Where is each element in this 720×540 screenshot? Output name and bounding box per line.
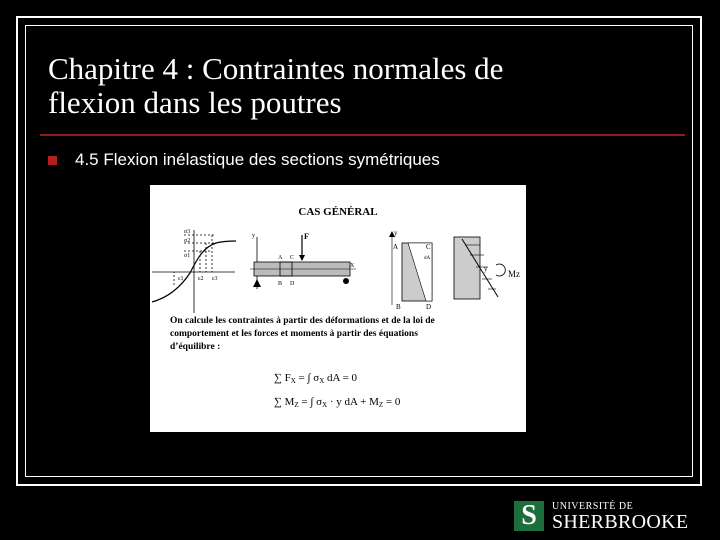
paragraph-line-2: comportement et les forces et moments à partir des équations (170, 329, 418, 339)
sherbrooke-s-icon: S (514, 501, 544, 531)
equation-moment-sum (274, 396, 401, 409)
eq2-lead: ∑ M (274, 396, 295, 408)
label-eps3: ε3 (212, 276, 218, 282)
label-section-dA: dA (424, 256, 431, 261)
eq2-end: · y dA + M (327, 396, 379, 408)
eq2-integral: = ∫ σ (298, 396, 323, 408)
stress-strain-diagram (152, 230, 236, 313)
logo-university-text: UNIVERSITÉ DE (552, 501, 634, 512)
paragraph-line-1: On calcule les contraintes à partir des déformations et de la loi de (170, 316, 435, 326)
label-moment-Mz: Mz (508, 269, 520, 279)
label-sigma1: σ1 (184, 253, 191, 259)
label-section-C: C (426, 243, 431, 251)
label-stress-y: y (484, 265, 488, 273)
label-eps1: ε1 (178, 276, 184, 282)
label-section-D: D (426, 303, 432, 311)
label-eps2: ε2 (198, 276, 204, 282)
label-beam-C: C (290, 255, 295, 261)
university-logo (514, 501, 704, 533)
eq2-tail: = 0 (383, 396, 401, 408)
beam-diagram (250, 235, 356, 289)
label-beam-X: X (350, 263, 355, 269)
logo-sherbrooke-text: SHERBROOKE (552, 511, 689, 533)
eq1-sub: X (290, 377, 296, 385)
label-force-F: F (304, 232, 309, 241)
figure-heading: CAS GÉNÉRAL (298, 206, 378, 218)
eq2-sub2: X (322, 401, 328, 409)
label-beam-D: D (290, 281, 295, 287)
label-beam-y: y (252, 233, 255, 239)
eq2-sub3: Z (378, 401, 384, 409)
equation-force-sum (274, 372, 358, 385)
slide-title (48, 52, 688, 120)
eq2-sub: Z (294, 401, 299, 409)
label-section-B: B (396, 303, 401, 311)
stress-distribution-diagram (454, 237, 505, 299)
label-beam-A: A (278, 255, 283, 261)
title-underline (40, 134, 685, 136)
label-sigma2: σ2 (184, 238, 191, 244)
eq1-end: dA = 0 (324, 372, 358, 384)
label-section-y: y (394, 229, 398, 237)
paragraph-line-3: d’équilibre : (170, 342, 221, 352)
label-section-A: A (393, 243, 399, 251)
label-beam-B: B (278, 281, 283, 287)
figure-image (150, 185, 526, 432)
eq1-integral: = ∫ σ (295, 372, 320, 384)
title-line-2: flexion dans les poutres (48, 85, 342, 120)
title-line-1: Chapitre 4 : Contraintes normales de (48, 51, 504, 86)
bullet-text: 4.5 Flexion inélastique des sections symétriques (75, 150, 440, 169)
bullet-square-icon (48, 156, 57, 165)
eq1-sub2: X (319, 377, 325, 385)
eq1-lead: ∑ F (274, 372, 291, 384)
label-sigma3: σ3 (184, 229, 191, 235)
